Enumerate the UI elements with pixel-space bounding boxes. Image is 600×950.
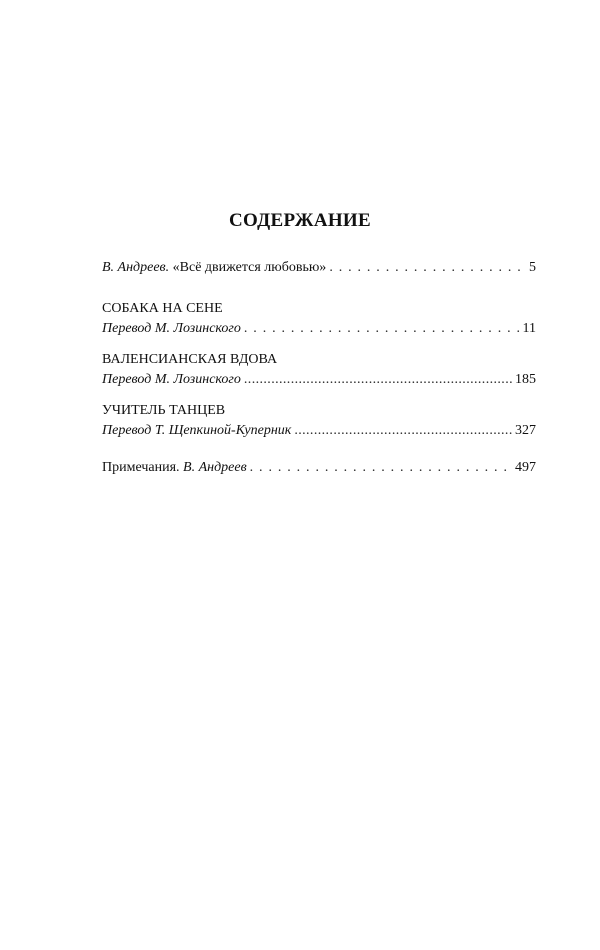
dot-leader: [244, 319, 520, 339]
entry-heading: СОБАКА НА СЕНЕ: [102, 301, 223, 316]
entry-author: В. Андреев.: [102, 260, 170, 275]
toc-entry-notes[interactable]: [102, 458, 536, 478]
entry-page-number: 11: [522, 321, 536, 336]
entry-page-number: 497: [515, 460, 536, 475]
entry-title: «Всё движется любовью»: [169, 260, 327, 275]
toc-entry-dancing-master[interactable]: [102, 401, 536, 441]
entry-heading: ВАЛЕНСИАНСКАЯ ВДОВА: [102, 352, 278, 367]
dot-leader: [294, 421, 512, 441]
dot-leader: [244, 370, 512, 390]
entry-translator: Перевод М. Лозинского: [102, 321, 241, 336]
entry-author: В. Андреев: [183, 460, 247, 475]
dot-leader: [329, 258, 526, 278]
toc-entry-intro[interactable]: [102, 258, 536, 278]
toc-entry-valencian-widow[interactable]: [102, 350, 536, 390]
entry-translator: Перевод М. Лозинского: [102, 372, 241, 387]
entry-page-number: 327: [515, 423, 536, 438]
entry-line: [102, 370, 536, 390]
toc-entry-dog-in-the-manger[interactable]: [102, 299, 536, 339]
table-of-contents: [102, 258, 536, 478]
entry-line: [102, 421, 536, 441]
entry-title: Примечания.: [102, 460, 184, 475]
toc-title: СОДЕРЖАНИЕ: [229, 210, 371, 231]
entry-text: [102, 458, 247, 478]
dot-leader: [250, 458, 512, 478]
entry-translator: Перевод Т. Щепкиной-Куперник: [102, 423, 292, 438]
entry-text: [102, 258, 326, 278]
entry-page-number: 185: [515, 372, 536, 387]
entry-page-number: 5: [529, 260, 536, 275]
entry-line: [102, 319, 536, 339]
entry-heading: УЧИТЕЛЬ ТАНЦЕВ: [102, 403, 226, 418]
